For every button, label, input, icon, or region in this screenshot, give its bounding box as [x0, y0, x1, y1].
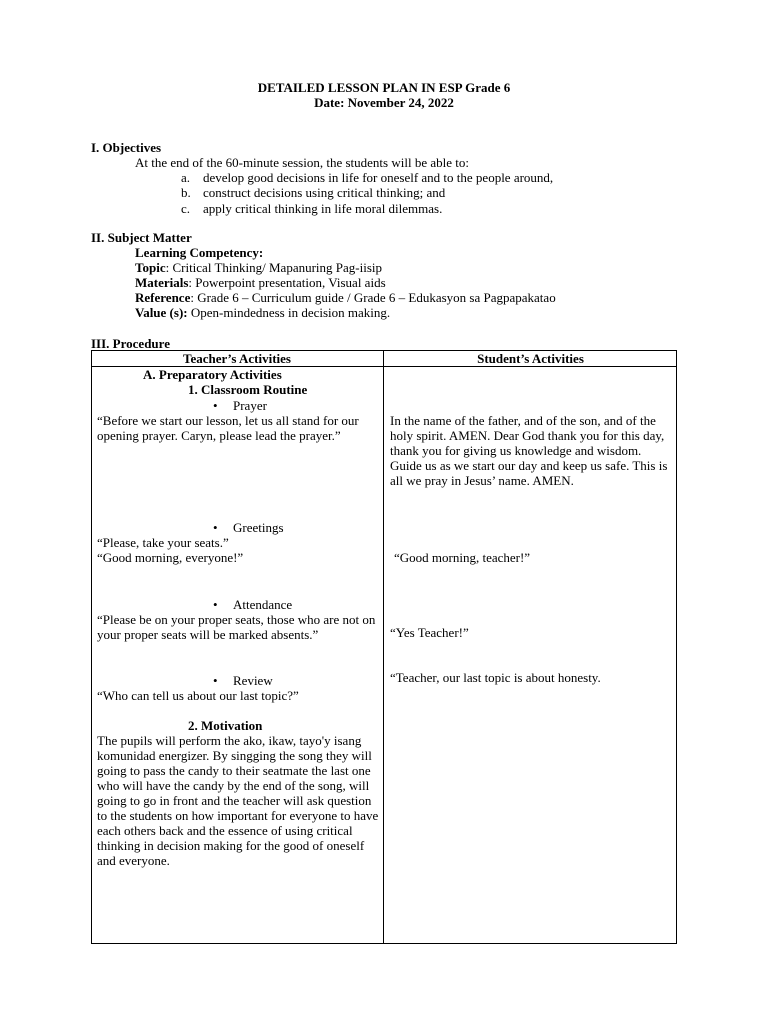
materials-label: Materials [135, 275, 189, 290]
value-line [135, 305, 390, 320]
motivation-text: The pupils will perform the ako, ikaw, tayo'y isang komunidad energizer. By singging the song they will going to pass the candy to their seatmate the last one who will have the candy by the end of the song, will going to go in front and the teacher will ask question to the students on how important for everyone to have each others back and the essence of using critical thinking in decision making for the good of oneself and everyone. [97, 733, 379, 868]
student-activities-header: Student’s Activities [477, 351, 584, 366]
topic-line [135, 260, 382, 275]
objective-marker-c: c. [181, 201, 191, 216]
table-column-divider [383, 350, 384, 944]
prayer-label: • Prayer [233, 398, 267, 413]
preparatory-activities-heading: A. Preparatory Activities [143, 367, 282, 382]
teacher-activities-header: Teacher’s Activities [183, 351, 291, 366]
learning-competency-label: Learning Competency: [135, 245, 264, 260]
objective-item-b: construct decisions using critical thinking; and [203, 185, 446, 200]
topic-value: : Critical Thinking/ Mapanuring Pag-iisip [165, 260, 382, 275]
subject-matter-heading: II. Subject Matter [91, 230, 192, 245]
motivation-heading: 2. Motivation [188, 718, 263, 733]
materials-line [135, 275, 386, 290]
reference-label: Reference [135, 290, 191, 305]
greetings-teacher-line-2: “Good morning, everyone!” [97, 550, 244, 565]
value-value: Open-mindedness in decision making. [187, 305, 391, 320]
procedure-heading: III. Procedure [91, 336, 170, 351]
attendance-teacher-text: “Please be on your proper seats, those who are not on your proper seats will be marked absents.” [97, 612, 376, 642]
objective-marker-a: a. [181, 170, 191, 185]
objectives-intro: At the end of the 60-minute session, the students will be able to: [135, 155, 469, 170]
prayer-teacher-text: “Before we start our lesson, let us all stand for our opening prayer. Caryn, please lead the prayer.” [97, 413, 359, 443]
greetings-label: • Greetings [233, 520, 284, 535]
reference-value: : Grade 6 – Curriculum guide / Grade 6 – Edukasyon sa Pagpapakatao [190, 290, 556, 305]
greetings-teacher-line-1: “Please, take your seats.” [97, 535, 229, 550]
review-student-text: “Teacher, our last topic is about honesty. [390, 670, 601, 685]
reference-line [135, 290, 556, 305]
attendance-label: • Attendance [233, 597, 292, 612]
review-label: • Review [233, 673, 273, 688]
materials-value: : Powerpoint presentation, Visual aids [188, 275, 386, 290]
topic-label: Topic [135, 260, 166, 275]
document-title: DETAILED LESSON PLAN IN ESP Grade 6 [257, 80, 511, 95]
attendance-student-text: “Yes Teacher!” [390, 625, 469, 640]
objective-item-a: develop good decisions in life for oneself and to the people around, [203, 170, 554, 185]
objectives-heading: I. Objectives [91, 140, 162, 155]
document-date: Date: November 24, 2022 [314, 95, 454, 110]
classroom-routine-heading: 1. Classroom Routine [188, 382, 308, 397]
objective-item-c: apply critical thinking in life moral dilemmas. [203, 201, 443, 216]
objective-marker-b: b. [181, 185, 191, 200]
prayer-student-text: In the name of the father, and of the son, and of the holy spirit. AMEN. Dear God thank you for this day, thank you for giving us knowledge and wisdom. Guide us as we start our day and keep us safe. This is all we pray in Jesus’ name. AMEN. [390, 413, 668, 488]
review-teacher-text: “Who can tell us about our last topic?” [97, 688, 299, 703]
value-label: Value (s): [135, 305, 188, 320]
greetings-student-text: “Good morning, teacher!” [394, 550, 531, 565]
